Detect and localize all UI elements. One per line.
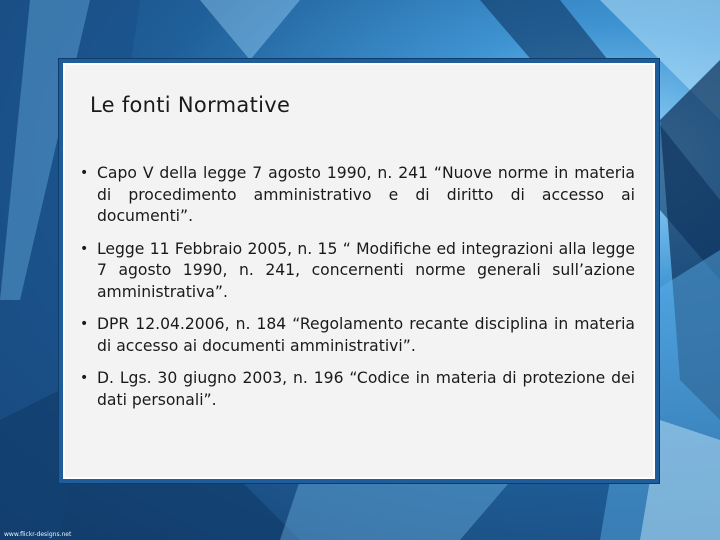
bullet-icon: • — [80, 370, 89, 386]
bullet-text: Legge 11 Febbraio 2005, n. 15 “ Modifiche ed integrazioni alla legge 7 agosto 1990, n. 241, concernenti norme generali sull’azione amministrativa”. — [97, 239, 635, 301]
bullet-text: Capo V della legge 7 agosto 1990, n. 241 “Nuove norme in materia di procedimento amministrativo e di diritto di accesso ai documenti”. — [97, 164, 635, 225]
bullet-item — [80, 239, 635, 304]
bullet-item — [80, 368, 635, 411]
slide-title: Le fonti Normative — [90, 93, 291, 117]
bullet-icon: • — [80, 240, 89, 257]
bullet-text: DPR 12.04.2006, n. 184 “Regolamento recante disciplina in materia di accesso ai documenti amministrativi”. — [97, 315, 635, 355]
slide-content-panel — [63, 63, 655, 479]
bullet-icon: • — [80, 316, 89, 332]
slide-frame — [59, 59, 659, 483]
bullet-item — [80, 163, 635, 228]
bullet-text: D. Lgs. 30 giugno 2003, n. 196 “Codice in materia di protezione dei dati personali”. — [97, 369, 635, 409]
bullet-list — [80, 163, 635, 422]
footer-credit: www.flickr-designs.net — [4, 531, 72, 538]
bullet-item — [80, 314, 635, 357]
bullet-icon: • — [80, 165, 89, 181]
